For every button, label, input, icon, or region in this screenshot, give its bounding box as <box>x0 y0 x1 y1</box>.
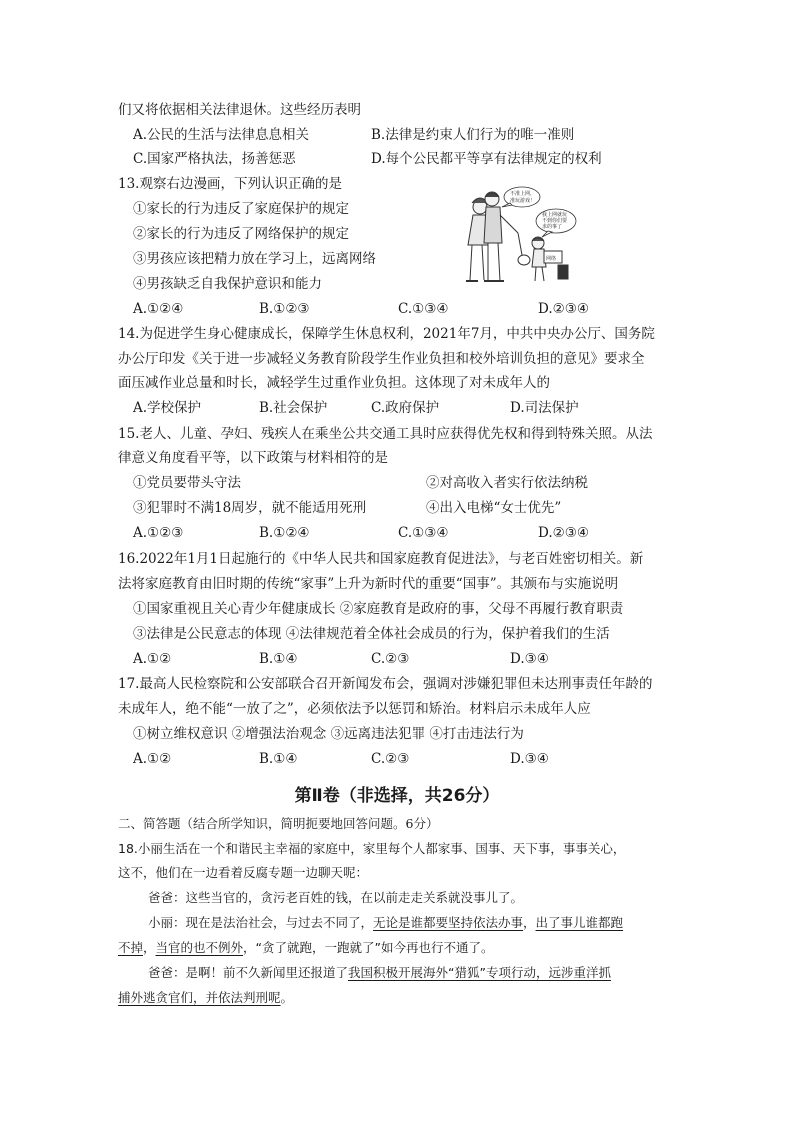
q17-option-b[interactable]: B.①④ <box>259 751 298 767</box>
q13-item-2: ②家长的行为违反了网络保护的规定 <box>133 226 349 242</box>
q17-stem-line1: 17.最高人民检察院和公安部联合召开新闻发布会，强调对涉嫌犯罪但未达刑事责任年龄的 <box>118 676 653 692</box>
q14-option-d[interactable]: D.司法保护 <box>510 400 579 416</box>
q16-items-row2: ③法律是公民意志的体现 ④法律规范着全体社会成员的行为，保护着我们的生活 <box>133 626 610 642</box>
q15-item-4: ④出入电梯“女士优先” <box>426 500 562 516</box>
q18-dad-line1: 爸爸：这些当官的，贪污老百姓的钱，在以前走走关系就没事儿了。 <box>148 890 524 905</box>
q14-stem-line1: 14.为促进学生身心健康成长，保障学生休息权利，2021年7月，中共中央办公厅、国务院 <box>118 326 655 342</box>
q15-option-b[interactable]: B.①②④ <box>259 525 310 541</box>
q18-xiaoli-underline-4: 当官的也不例外 <box>155 940 244 955</box>
q18-xiaoli-line2 <box>118 939 494 957</box>
q14-option-a[interactable]: A.学校保护 <box>133 400 202 416</box>
q18-stem-line1: 18.小丽生活在一个和谐民主幸福的家庭中，家里每个人都家事、国事、天下事，事事关心， <box>118 841 626 856</box>
q17-option-d[interactable]: D.③④ <box>510 751 549 767</box>
q13-item-1: ①家长的行为违反了家庭保护的规定 <box>133 201 349 217</box>
q17-items: ①树立维权意识 ②增强法治观念 ③远离违法犯罪 ④打击违法行为 <box>133 726 524 742</box>
q14-option-c[interactable]: C.政府保护 <box>371 400 440 416</box>
q12-stem-tail: 们又将依据相关法律退休。这些经历表明 <box>118 102 361 118</box>
q13-item-3: ③男孩应该把精力放在学习上，远离网络 <box>133 251 376 267</box>
q14-stem-line3: 面压减作业总量和时长，减轻学生过重作业负担。这体现了对未成年人的 <box>118 375 550 391</box>
cartoon-bubble1-line1: 不准上网， <box>510 191 536 197</box>
q18-stem-line2: 这不，他们在一边看着反腐专题一边聊天呢： <box>118 865 369 880</box>
q13-option-d[interactable]: D.②③④ <box>538 301 589 317</box>
q16-stem-line1: 16.2022年1月1日起施行的《中华人民共和国家庭教育促进法》，与老百姓密切相关。新 <box>118 551 644 567</box>
q13-stem: 13.观察右边漫画，下列认识正确的是 <box>118 176 342 192</box>
q14-stem-line2: 办公厅印发《关于进一步减轻义务教育阶段学生作业负担和校外培训负担的意见》要求全 <box>118 351 645 367</box>
q18-dad-underline-1: 我国积极开展海外“猎狐”专项行动，远涉重洋抓 <box>348 965 611 980</box>
q18-xiaoli-speech-end: ，“贪了就跑，一跑就了”如今再也行不通了。 <box>243 940 494 955</box>
q14-option-b[interactable]: B.社会保护 <box>259 400 328 416</box>
q18-xiaoli-speech-a: 小丽：现在是法治社会，与过去不同了， <box>148 915 374 930</box>
q15-item-2: ②对高收入者实行依法纳税 <box>426 475 588 491</box>
q18-xiaoli-underline-3: 不掉 <box>118 940 144 955</box>
q15-option-c[interactable]: C.①③④ <box>398 525 449 541</box>
q16-items-row1: ①国家重视且关心青少年健康成长 ②家庭教育是政府的事，父母不再履行教育职责 <box>133 601 624 617</box>
cartoon-bubble1-line2: 准玩游戏！ <box>510 198 536 204</box>
q16-stem-line2: 法将家庭教育由旧时期的传统“家事”上升为新时代的重要“国事”。其颁布与实施说明 <box>118 576 619 592</box>
q18-xiaoli-comma: ， <box>523 915 536 930</box>
q15-item-3: ③犯罪时不满18周岁，就不能适用死刑 <box>133 500 367 516</box>
part2-title: 第Ⅱ卷（非选择，共26分） <box>294 786 500 806</box>
q15-stem-line1: 15.老人、儿童、孕妇、残疾人在乘坐公共交通工具时应获得优先权和得到特殊关照。从法 <box>118 426 653 442</box>
q17-option-a[interactable]: A.①② <box>133 751 172 767</box>
q15-option-a[interactable]: A.①②③ <box>133 525 184 541</box>
q13-option-c[interactable]: C.①③④ <box>398 301 449 317</box>
q18-xiaoli-comma2: ， <box>143 940 156 955</box>
q18-dad-line2 <box>148 964 611 982</box>
q18-xiaoli-line1 <box>148 914 623 932</box>
q18-dad-speech-end: 。 <box>280 990 294 1005</box>
q16-option-c[interactable]: C.②③ <box>371 651 410 667</box>
q17-stem-line2: 未成年人，绝不能“一放了之”，必须依法予以惩罚和矫治。材料启示未成年人应 <box>118 701 591 717</box>
q13-item-4: ④男孩缺乏自我保护意识和能力 <box>133 276 322 292</box>
q16-option-d[interactable]: D.③④ <box>510 651 549 667</box>
cartoon-bubble2-line1: 我上网就玩 <box>542 212 568 218</box>
cartoon-bubble2-line2: 不到你们要 <box>542 218 568 224</box>
q16-option-b[interactable]: B.①④ <box>259 651 298 667</box>
q18-xiaoli-underline-1: 无论是谁都要坚持依法办事 <box>373 915 524 930</box>
cartoon-bubble2-line3: 求的事了 <box>542 224 563 230</box>
section2-heading: 二、简答题（结合所学知识，简明扼要地回答问题。6分） <box>118 816 439 831</box>
q13-option-b[interactable]: B.①②③ <box>259 301 310 317</box>
q15-option-d[interactable]: D.②③④ <box>538 525 589 541</box>
q18-xiaoli-underline-2: 出了事儿谁都跑 <box>535 915 624 930</box>
q15-stem-line2: 律意义角度看平等，以下政策与材料相符的是 <box>118 450 388 466</box>
q12-option-a[interactable]: A.公民的生活与法律息息相关 <box>133 127 310 143</box>
q16-option-a[interactable]: A.①② <box>133 651 172 667</box>
q12-option-c[interactable]: C.国家严格执法，扬善惩恶 <box>133 151 296 167</box>
q18-dad-underline-2: 捕外逃贪官们，并依法判刑呢 <box>118 990 281 1005</box>
q17-option-c[interactable]: C.②③ <box>371 751 410 767</box>
q18-dad-speech-a: 爸爸：是啊！前不久新闻里还报道了 <box>148 965 349 980</box>
q18-dad-line3 <box>118 989 293 1007</box>
q15-item-1: ①党员要带头守法 <box>133 475 241 491</box>
cartoon-sign-text: 网络 <box>546 256 557 262</box>
q12-option-d[interactable]: D.每个公民都平等享有法律规定的权利 <box>371 151 602 167</box>
q12-option-b[interactable]: B.法律是约束人们行为的唯一准则 <box>371 127 575 143</box>
q13-option-a[interactable]: A.①②④ <box>133 301 184 317</box>
q13-cartoon-illustration <box>458 185 578 290</box>
